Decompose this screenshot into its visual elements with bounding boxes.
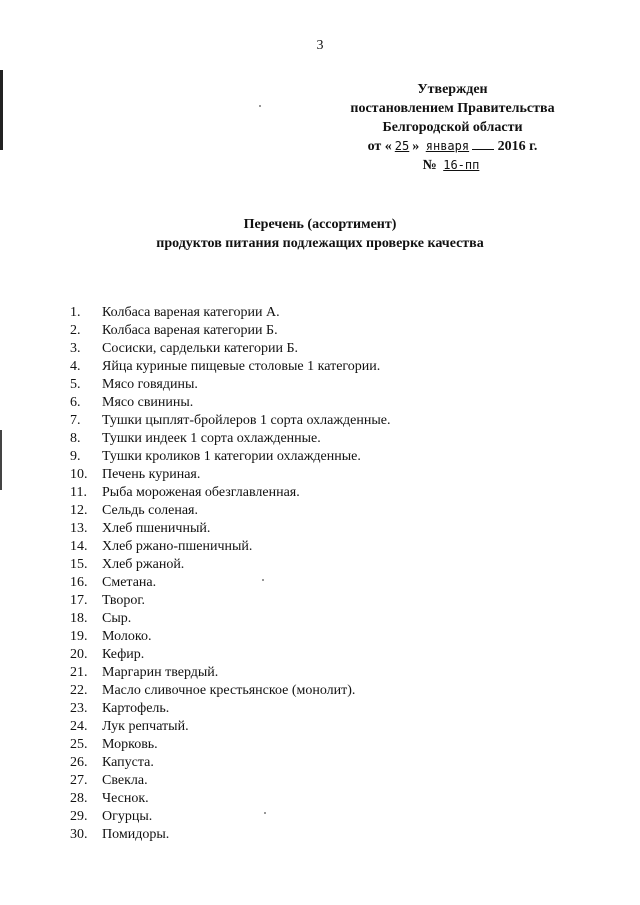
scan-speck (262, 579, 264, 581)
list-item (70, 340, 390, 358)
list-item (70, 484, 390, 502)
list-item-text: Морковь. (102, 737, 158, 752)
list-item-number: 27. (70, 773, 88, 788)
list-item-number: 19. (70, 629, 88, 644)
list-item (70, 430, 390, 448)
list-item-text: Хлеб ржаной. (102, 557, 185, 572)
list-item-text: Мясо говядины. (102, 377, 198, 392)
date-prefix: от « (367, 139, 392, 154)
date-underline (472, 137, 494, 150)
list-item (70, 412, 390, 430)
list-item (70, 358, 390, 376)
approval-date (330, 137, 575, 156)
list-item (70, 520, 390, 538)
approval-region: Белгородской области (382, 120, 523, 135)
document-number: 16-пп (443, 158, 480, 172)
list-item (70, 556, 390, 574)
scan-speck (264, 812, 266, 814)
date-year: 2016 г. (497, 139, 538, 154)
list-item (70, 628, 390, 646)
list-item-number: 14. (70, 539, 88, 554)
list-item-number: 26. (70, 755, 88, 770)
list-item (70, 304, 390, 322)
list-item-text: Тушки кроликов 1 категории охлажденные. (102, 449, 361, 464)
list-item-text: Сельдь соленая. (102, 503, 198, 518)
list-item-number: 23. (70, 701, 88, 716)
list-item-number: 13. (70, 521, 88, 536)
list-item-text: Огурцы. (102, 809, 153, 824)
approval-number (330, 156, 575, 175)
list-item-text: Рыба мороженая обезглавленная. (102, 485, 300, 500)
scan-speck (259, 105, 261, 107)
list-item-number: 21. (70, 665, 88, 680)
list-item-text: Помидоры. (102, 827, 170, 842)
list-item (70, 736, 390, 754)
list-item-text: Мясо свинины. (102, 395, 194, 410)
list-item (70, 682, 390, 700)
list-item-text: Печень куриная. (102, 467, 201, 482)
list-item-number: 16. (70, 575, 88, 590)
list-item (70, 592, 390, 610)
list-item (70, 772, 390, 790)
list-item-text: Чеснок. (102, 791, 149, 806)
list-item-text: Кефир. (102, 647, 145, 662)
list-item-number: 17. (70, 593, 88, 608)
list-item-number: 4. (70, 359, 81, 374)
list-item-number: 2. (70, 323, 81, 338)
scan-edge-mark (0, 430, 2, 490)
scan-edge-mark (0, 70, 3, 150)
list-item-text: Сметана. (102, 575, 157, 590)
list-item-number: 30. (70, 827, 88, 842)
list-item-number: 6. (70, 395, 81, 410)
approval-issuer: постановлением Правительства (350, 101, 555, 116)
list-item-text: Лук репчатый. (102, 719, 189, 734)
list-item-text: Картофель. (102, 701, 170, 716)
list-item-text: Молоко. (102, 629, 152, 644)
list-item (70, 808, 390, 826)
list-item-number: 10. (70, 467, 88, 482)
list-item-text: Тушки цыплят-бройлеров 1 сорта охлажденные. (102, 413, 391, 428)
title-line-1: Перечень (ассортимент) (243, 217, 397, 232)
list-item-text: Тушки индеек 1 сорта охлажденные. (102, 431, 321, 446)
list-item (70, 376, 390, 394)
list-item (70, 646, 390, 664)
list-item-number: 12. (70, 503, 88, 518)
page-number: 3 (316, 38, 324, 53)
list-item (70, 754, 390, 772)
list-item (70, 502, 390, 520)
approval-stamp-block (330, 80, 575, 175)
list-item-text: Свекла. (102, 773, 148, 788)
list-item (70, 664, 390, 682)
date-day: 25 (394, 139, 410, 153)
list-item (70, 790, 390, 808)
list-item-number: 11. (70, 485, 87, 500)
list-item-text: Масло сливочное крестьянское (монолит). (102, 683, 356, 698)
list-item-number: 20. (70, 647, 88, 662)
list-item-number: 7. (70, 413, 81, 428)
date-separator: » (412, 139, 420, 154)
list-item-number: 25. (70, 737, 88, 752)
list-item (70, 610, 390, 628)
list-item (70, 538, 390, 556)
title-line-2: продуктов питания подлежащих проверке качества (156, 236, 484, 251)
list-item-text: Яйца куриные пищевые столовые 1 категории. (102, 359, 381, 374)
list-item-text: Хлеб ржано-пшеничный. (102, 539, 253, 554)
list-item-number: 1. (70, 305, 81, 320)
list-item-number: 28. (70, 791, 88, 806)
list-item-number: 24. (70, 719, 88, 734)
list-item-number: 9. (70, 449, 81, 464)
list-item-number: 8. (70, 431, 81, 446)
number-prefix: № (422, 158, 437, 173)
list-item-number: 22. (70, 683, 88, 698)
approval-title: Утвержден (417, 82, 488, 97)
list-item-text: Творог. (102, 593, 146, 608)
list-item (70, 322, 390, 340)
list-item (70, 394, 390, 412)
list-item-text: Колбаса вареная категории Б. (102, 323, 278, 338)
list-item-text: Колбаса вареная категории А. (102, 305, 280, 320)
list-item (70, 448, 390, 466)
list-item-text: Маргарин твердый. (102, 665, 219, 680)
list-item-text: Капуста. (102, 755, 154, 770)
document-title (0, 215, 640, 253)
list-item-number: 18. (70, 611, 88, 626)
list-item-number: 29. (70, 809, 88, 824)
list-item-number: 5. (70, 377, 81, 392)
list-item-text: Сосиски, сардельки категории Б. (102, 341, 299, 356)
date-month: января (425, 139, 470, 153)
list-item (70, 700, 390, 718)
list-item-number: 3. (70, 341, 81, 356)
list-item-text: Хлеб пшеничный. (102, 521, 211, 536)
list-item (70, 826, 390, 844)
list-item-text: Сыр. (102, 611, 132, 626)
list-item (70, 466, 390, 484)
product-list (70, 304, 390, 844)
list-item (70, 718, 390, 736)
list-item (70, 574, 390, 592)
list-item-number: 15. (70, 557, 88, 572)
